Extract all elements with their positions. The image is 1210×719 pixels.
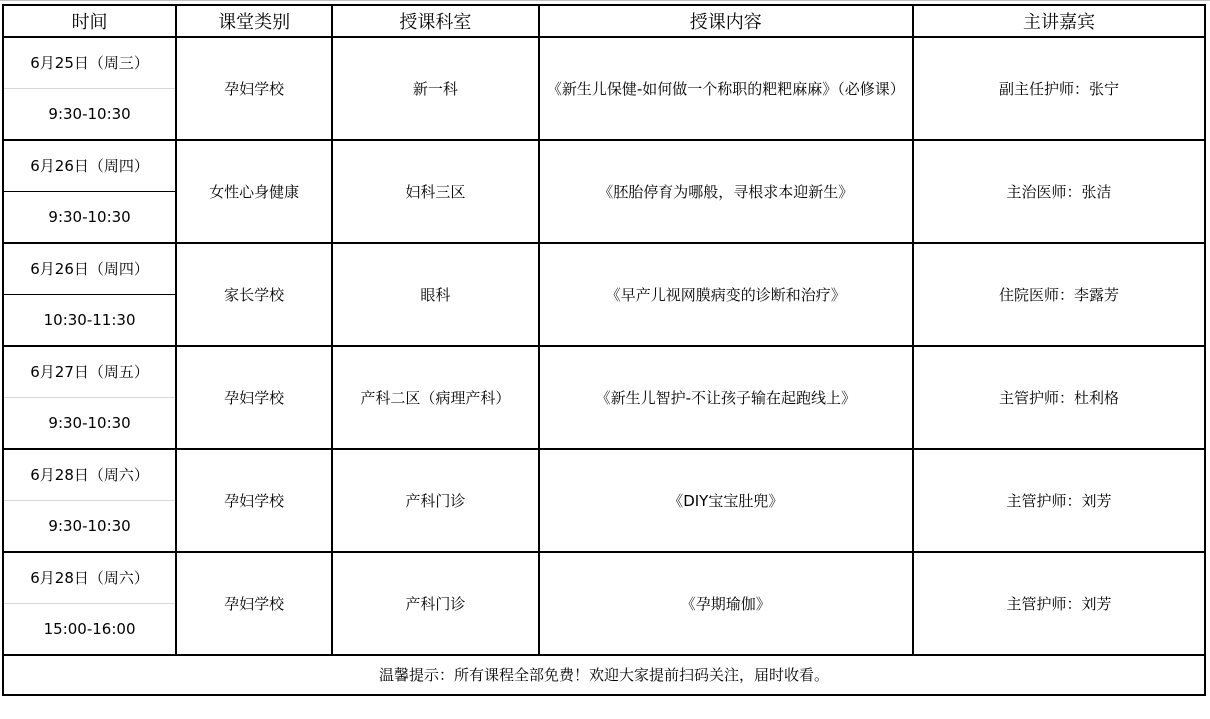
session-row-date: [3, 449, 1205, 501]
session-department[interactable]: 眼科: [332, 243, 538, 346]
session-class-type[interactable]: 孕妇学校: [176, 449, 332, 552]
session-row-date: [3, 37, 1205, 89]
session-speaker[interactable]: 住院医师：李露芳: [913, 243, 1205, 346]
session-content[interactable]: 《新生儿保健-如何做一个称职的粑粑麻麻》（必修课）: [539, 37, 913, 140]
session-department[interactable]: 产科门诊: [332, 449, 538, 552]
header-department[interactable]: 授课科室: [332, 5, 538, 37]
course-schedule-table: [2, 4, 1206, 696]
session-content[interactable]: 《胚胎停育为哪般，寻根求本迎新生》: [539, 140, 913, 243]
session-time[interactable]: 9:30-10:30: [3, 501, 176, 553]
session-content[interactable]: 《DIY宝宝肚兜》: [539, 449, 913, 552]
session-date[interactable]: 6月25日（周三）: [3, 37, 176, 89]
session-department[interactable]: 妇科三区: [332, 140, 538, 243]
session-class-type[interactable]: 家长学校: [176, 243, 332, 346]
session-department[interactable]: 产科门诊: [332, 552, 538, 655]
session-row-date: [3, 140, 1205, 192]
session-speaker[interactable]: 副主任护师：张宁: [913, 37, 1205, 140]
session-content[interactable]: 《新生儿智护-不让孩子输在起跑线上》: [539, 346, 913, 449]
header-content[interactable]: 授课内容: [539, 5, 913, 37]
schedule-table-container: [2, 4, 1206, 696]
session-time[interactable]: 9:30-10:30: [3, 89, 176, 141]
header-class-type[interactable]: 课堂类别: [176, 5, 332, 37]
session-date[interactable]: 6月28日（周六）: [3, 552, 176, 604]
header-time[interactable]: 时间: [3, 5, 176, 37]
session-speaker[interactable]: 主管护师：杜利格: [913, 346, 1205, 449]
session-class-type[interactable]: 孕妇学校: [176, 552, 332, 655]
footer-row: [3, 655, 1205, 695]
session-speaker[interactable]: 主管护师：刘芳: [913, 449, 1205, 552]
session-time[interactable]: 10:30-11:30: [3, 295, 176, 347]
session-department[interactable]: 产科二区（病理产科）: [332, 346, 538, 449]
session-department[interactable]: 新一科: [332, 37, 538, 140]
session-class-type[interactable]: 女性心身健康: [176, 140, 332, 243]
session-date[interactable]: 6月27日（周五）: [3, 346, 176, 398]
session-row-date: [3, 552, 1205, 604]
session-date[interactable]: 6月26日（周四）: [3, 140, 176, 192]
header-row: [3, 5, 1205, 37]
footer-note[interactable]: 温馨提示：所有课程全部免费！欢迎大家提前扫码关注，届时收看。: [3, 655, 1205, 695]
session-speaker[interactable]: 主治医师：张洁: [913, 140, 1205, 243]
header-speaker[interactable]: 主讲嘉宾: [913, 5, 1205, 37]
session-class-type[interactable]: 孕妇学校: [176, 346, 332, 449]
session-date[interactable]: 6月26日（周四）: [3, 243, 176, 295]
session-date[interactable]: 6月28日（周六）: [3, 449, 176, 501]
session-content[interactable]: 《孕期瑜伽》: [539, 552, 913, 655]
session-class-type[interactable]: 孕妇学校: [176, 37, 332, 140]
session-speaker[interactable]: 主管护师：刘芳: [913, 552, 1205, 655]
session-time[interactable]: 9:30-10:30: [3, 192, 176, 244]
session-time[interactable]: 9:30-10:30: [3, 398, 176, 450]
session-content[interactable]: 《早产儿视网膜病变的诊断和治疗》: [539, 243, 913, 346]
session-row-date: [3, 346, 1205, 398]
session-row-date: [3, 243, 1205, 295]
session-time[interactable]: 15:00-16:00: [3, 604, 176, 656]
